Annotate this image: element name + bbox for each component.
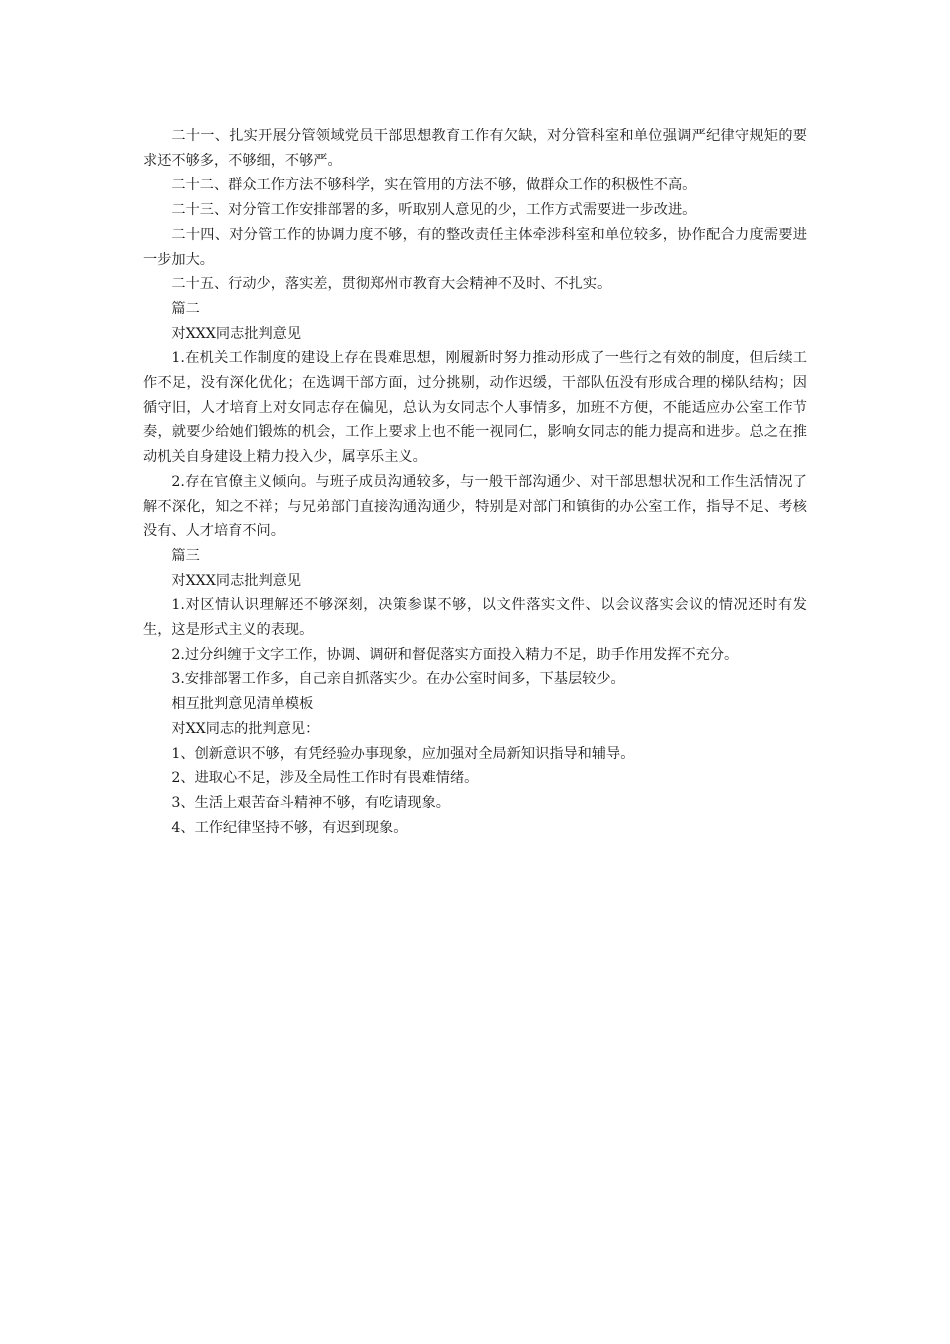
paragraph-item-25: 二十五、行动少，落实差，贯彻郑州市教育大会精神不及时、不扎实。 [171, 276, 612, 293]
section-heading-3: 篇三 [171, 547, 200, 564]
section-3-item-3: 3.安排部署工作多，自己亲自抓落实少。在办公室时间多，下基层较少。 [171, 671, 625, 688]
section-3-item-1: 1.对区情认识理解还不够深刻，决策参谋不够，以文件落实文件、以会议落实会议的情况还时有发生，这是形式主义的表现。 [143, 597, 807, 639]
paragraph-item-22: 二十二、群众工作方法不够科学，实在管用的方法不够，做群众工作的积极性不高。 [171, 177, 697, 194]
template-subtitle: 对XX同志的批判意见： [171, 720, 320, 737]
section-subtitle-2: 对XXX同志批判意见 [171, 325, 302, 342]
template-heading: 相互批判意见清单模板 [171, 696, 314, 713]
section-2-item-2: 2.存在官僚主义倾向。与班子成员沟通较多，与一般干部沟通少、对干部思想状况和工作生活情况了解不深化，知之不祥；与兄弟部门直接沟通沟通少，特别是对部门和镇街的办公室工作，指导不足、考核没有、人才培育不问。 [143, 473, 807, 540]
section-3-item-2: 2.过分纠缠于文字工作，协调、调研和督促落实方面投入精力不足，助手作用发挥不充分。 [171, 646, 739, 663]
section-2-item-1: 1.在机关工作制度的建设上存在畏难思想，刚履新时努力推动形成了一些行之有效的制度，但后续工作不足，没有深化优化；在选调干部方面，过分挑剔，动作迟缓，干部队伍没有形成合理的梯队结构；因循守旧，人才培育上对女同志存在偏见，总认为女同志个人事情多，加班不方便，不能适应办公室工作节奏，就要少给她们锻炼的机会，工作上要求上也不能一视同仁，影响女同志的能力提高和进步。总之在推动机关自身建设上精力投入少，属享乐主义。 [143, 350, 807, 466]
paragraph-item-21: 二十一、扎实开展分管领域党员干部思想教育工作有欠缺，对分管科室和单位强调严纪律守规矩的要求还不够多，不够细，不够严。 [143, 128, 807, 169]
paragraph-item-24: 二十四、对分管工作的协调力度不够，有的整改责任主体牵涉科室和单位较多，协作配合力度需要进一步加大。 [143, 226, 807, 268]
template-item-3: 3、生活上艰苦奋斗精神不够，有吃请现象。 [171, 794, 450, 811]
section-subtitle-3: 对XXX同志批判意见 [171, 572, 302, 589]
template-item-2: 2、进取心不足，涉及全局性工作时有畏难情绪。 [171, 770, 479, 787]
paragraph-item-23: 二十三、对分管工作安排部署的多，听取别人意见的少，工作方式需要进一步改进。 [171, 202, 697, 219]
section-heading-2: 篇二 [171, 300, 200, 317]
document-body [143, 124, 807, 840]
template-item-1: 1、创新意识不够，有凭经验办事现象，应加强对全局新知识指导和辅导。 [171, 745, 635, 762]
template-item-4: 4、工作纪律坚持不够，有迟到现象。 [171, 819, 408, 836]
